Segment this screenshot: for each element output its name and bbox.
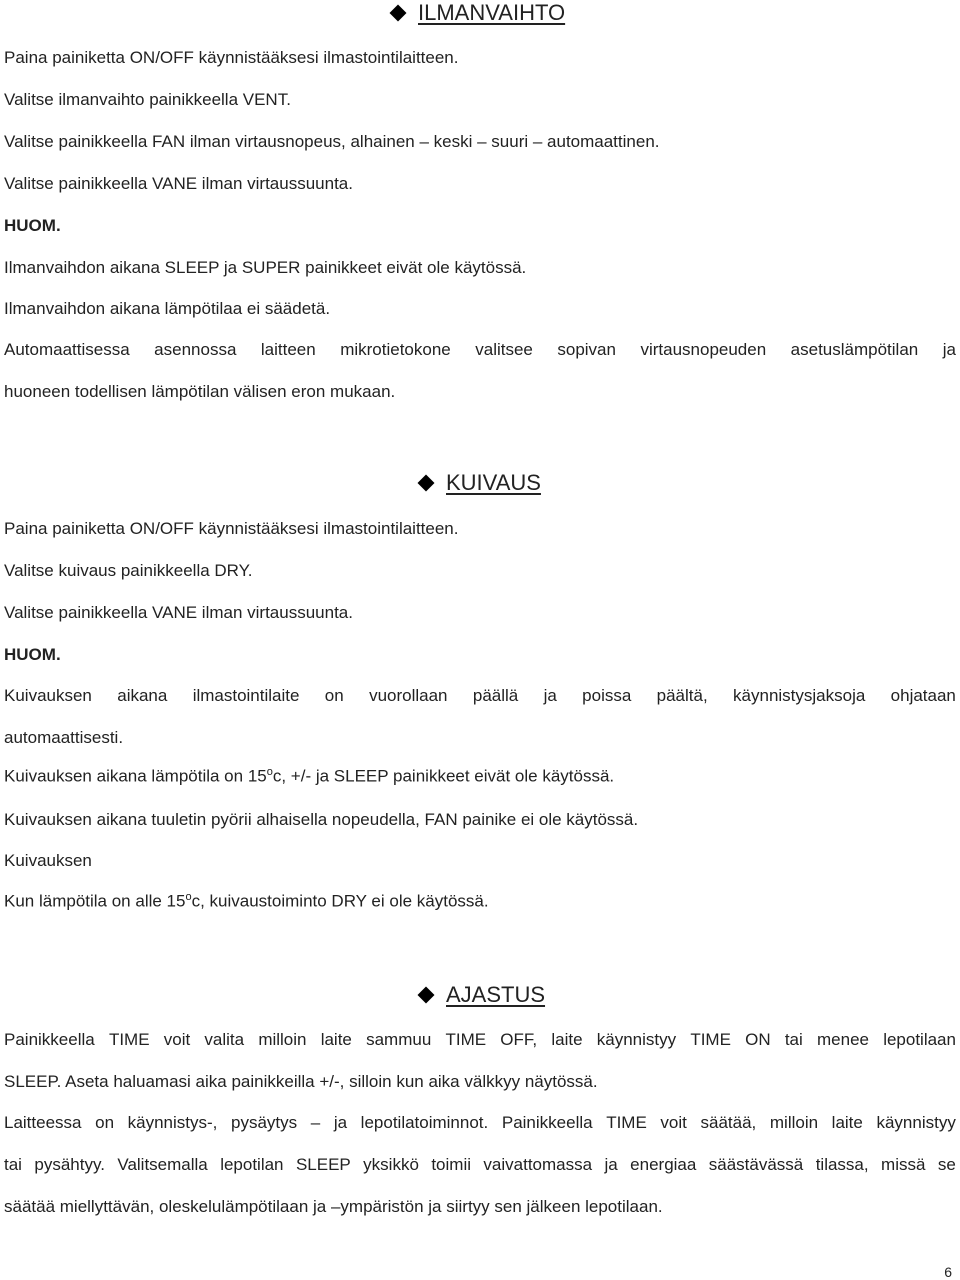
word: Valitsemalla [117,1155,208,1174]
word: voit [163,1030,191,1049]
section-heading-ajastus [420,982,545,1008]
word: milloin [769,1113,819,1132]
word: aikana [117,686,168,705]
word: sammuu [366,1030,432,1049]
word: ja [604,1155,618,1174]
diamond-bullet-icon [418,987,435,1004]
word: tilassa, [815,1155,869,1174]
paragraph-line: Valitse painikkeella VANE ilman virtaussuunta. [4,174,353,193]
diamond-bullet-icon [390,5,407,22]
paragraph-line: Kuivauksen [4,851,92,870]
word: ja [543,686,557,705]
word: käynnistys-, [127,1113,218,1132]
paragraph-line: automaattisesti. [4,728,124,747]
word: ON [745,1030,771,1049]
word: on [95,1113,115,1132]
diamond-bullet-icon [418,475,435,492]
word: ohjataan [890,686,956,705]
word: energiaa [630,1155,697,1174]
word: menee [817,1030,869,1049]
word: laite [831,1113,863,1132]
text-part: c, +/- ja SLEEP painikkeet eivät ole käytössä. [272,766,615,786]
word: vuorollaan [369,686,448,705]
word: toimii [431,1155,471,1174]
paragraph-line: SLEEP. Aseta haluamasi aika painikkeilla +/-, silloin kun aika välkkyy näytössä. [4,1072,598,1091]
word: voit [660,1113,687,1132]
word: asennossa [154,340,237,359]
justified-line [4,1155,956,1175]
word: – [310,1113,321,1132]
word: asetuslämpötilan [790,340,919,359]
word: käynnistysjaksoja [733,686,866,705]
word: Automaattisessa [4,340,130,359]
word: on [324,686,344,705]
word: laite [320,1030,352,1049]
paragraph-line: Paina painiketta ON/OFF käynnistääksesi ilmastointilaitteen. [4,48,459,67]
note-label: HUOM. [4,216,61,235]
paragraph-line: Paina painiketta ON/OFF käynnistääksesi ilmastointilaitteen. [4,519,459,538]
word: säästävässä [708,1155,804,1174]
word: lepotilan [220,1155,284,1174]
word: poissa [582,686,632,705]
degree-superscript: o [266,766,273,778]
word: se [937,1155,956,1174]
text-part: c, kuivaustoiminto DRY ei ole käytössä. [191,891,489,911]
page-number: 6 [944,1264,952,1280]
paragraph-line: Kuivauksen aikana tuuletin pyörii alhaisella nopeudella, FAN painike ei ole käytössä. [4,810,639,829]
word: laitteen [260,340,316,359]
word: SLEEP [295,1155,351,1174]
word: ilmastointilaite [192,686,300,705]
word: lepotilaan [883,1030,956,1049]
word: Laitteessa [4,1113,82,1132]
word: lepotilatoiminnot. [360,1113,489,1132]
note-label: HUOM. [4,645,61,664]
word: Painikkeella [501,1113,593,1132]
word: ja [942,340,956,359]
word: missä [881,1155,926,1174]
paragraph-line: Ilmanvaihdon aikana SLEEP ja SUPER painikkeet eivät ole käytössä. [4,258,527,277]
justified-line [4,1030,956,1050]
word: käynnistyy [596,1030,677,1049]
temperature-line [4,891,489,912]
paragraph-line: Valitse ilmanvaihto painikkeella VENT. [4,90,291,109]
text-part: Kun lämpötila on alle 15 [4,891,186,911]
word: säätää, [700,1113,757,1132]
word: Kuivauksen [4,686,92,705]
word: TIME [606,1113,647,1132]
word: TIME [445,1030,487,1049]
word: tai [4,1155,22,1174]
heading-text: AJASTUS [446,982,546,1007]
word: virtausnopeuden [640,340,767,359]
degree-superscript: o [185,891,192,903]
word: OFF, [500,1030,538,1049]
word: milloin [258,1030,307,1049]
justified-line [4,1113,956,1133]
heading-text: ILMANVAIHTO [418,0,566,25]
word: valitsee [475,340,533,359]
paragraph-line: Valitse kuivaus painikkeella DRY. [4,561,253,580]
word: ja [333,1113,348,1132]
temperature-line [4,766,614,787]
justified-line [4,340,956,360]
word: päältä, [656,686,708,705]
word: vaivattomassa [483,1155,593,1174]
section-heading-ilmanvaihto [392,0,565,26]
section-heading-kuivaus [420,470,541,496]
justified-line [4,686,956,706]
word: tai [784,1030,803,1049]
word: pysähtyy. [34,1155,105,1174]
word: päällä [472,686,519,705]
paragraph-line: säätää miellyttävän, oleskelulämpötilaan ja –ympäristön ja siirtyy sen jälkeen lepotilaan. [4,1197,663,1216]
word: TIME [108,1030,150,1049]
word: pysäytys [231,1113,298,1132]
word: mikrotietokone [340,340,451,359]
paragraph-line: Valitse painikkeella VANE ilman virtaussuunta. [4,603,353,622]
text-part: Kuivauksen aikana lämpötila on 15 [4,766,267,786]
word: Painikkeella [4,1030,95,1049]
word: valita [204,1030,245,1049]
paragraph-line: huoneen todellisen lämpötilan välisen eron mukaan. [4,382,396,401]
word: käynnistyy [876,1113,956,1132]
word: sopivan [557,340,616,359]
word: laite [551,1030,583,1049]
paragraph-line: Ilmanvaihdon aikana lämpötilaa ei säädetä. [4,299,331,318]
word: yksikkö [363,1155,419,1174]
heading-text: KUIVAUS [446,470,541,495]
paragraph-line: Valitse painikkeella FAN ilman virtausnopeus, alhainen – keski – suuri – automaattinen. [4,132,660,151]
word: TIME [690,1030,731,1049]
